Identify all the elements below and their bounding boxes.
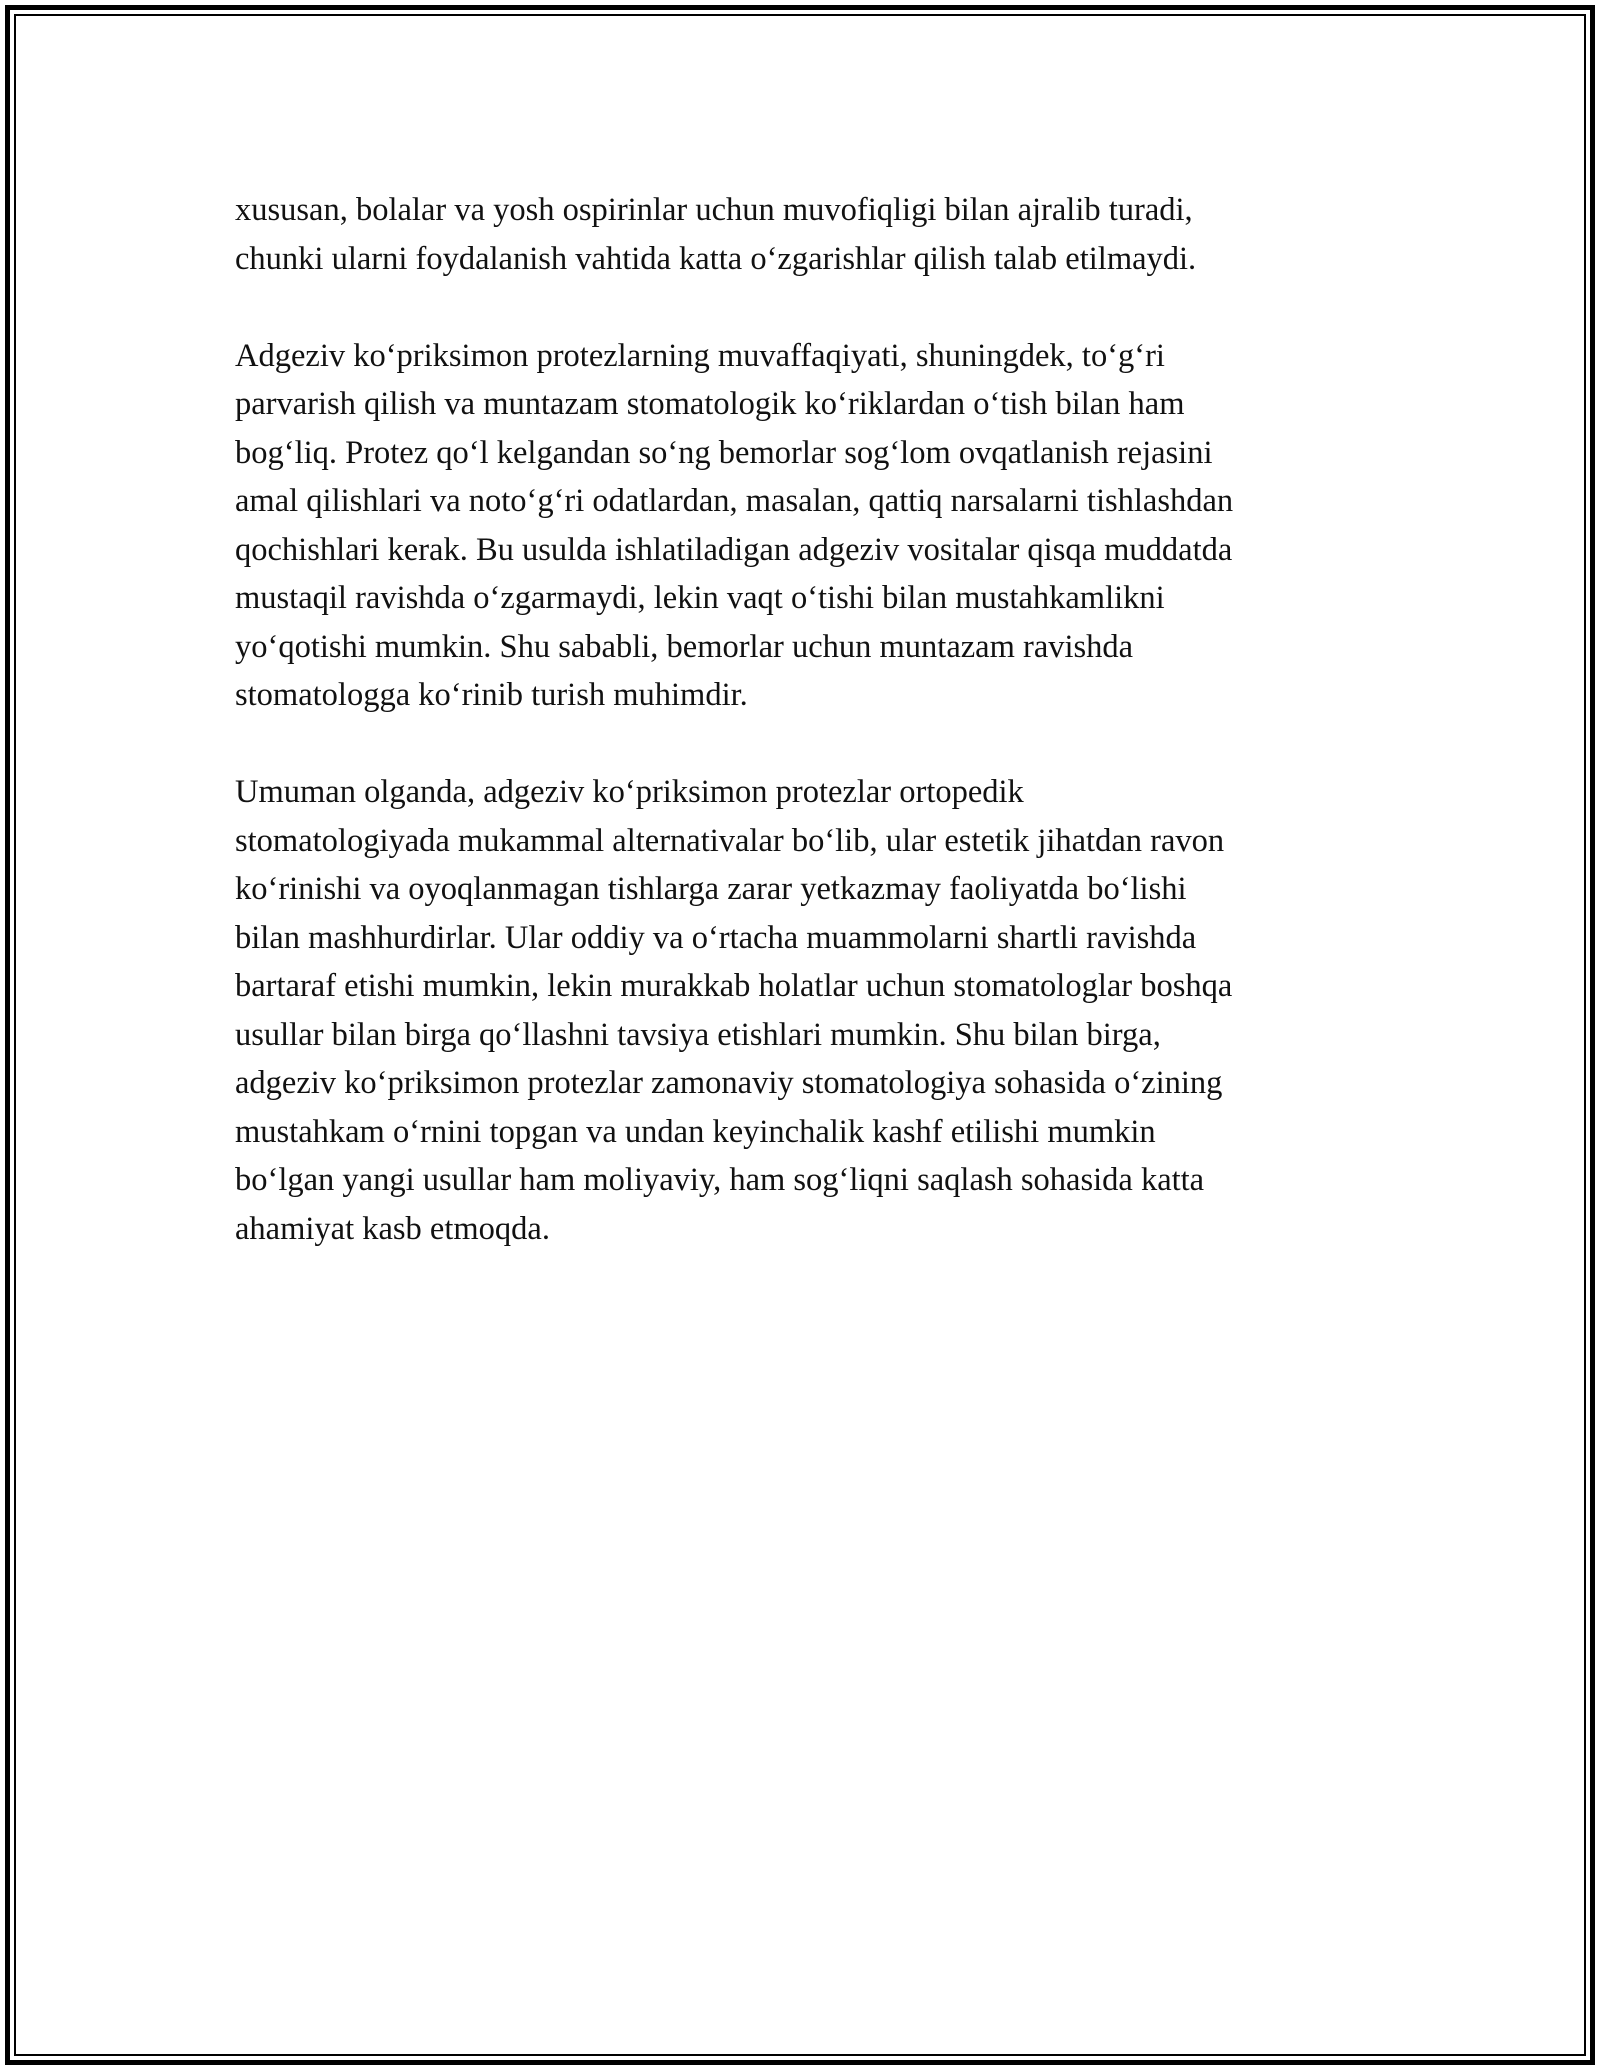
text-line: amal qilishlari va noto‘g‘ri odatlardan, masalan, qattiq narsalarni tishlashdan: [235, 483, 1234, 519]
text-line: ko‘rinishi va oyoqlanmagan tishlarga zarar yetkazmay faoliyatda bo‘lishi: [235, 871, 1187, 907]
text-line: bilan mashhurdirlar. Ular oddiy va o‘rtacha muammolarni shartli ravishda: [235, 919, 1197, 956]
text-line: stomatologga ko‘rinib turish muhimdir.: [235, 677, 748, 713]
text-line: mustahkam o‘rnini topgan va undan keyinchalik kashf etilishi mumkin: [235, 1113, 1156, 1150]
text-line: bog‘liq. Protez qo‘l kelgandan so‘ng bemorlar sog‘lom ovqatlanish rejasini: [235, 434, 1213, 471]
text-line: bartaraf etishi mumkin, lekin murakkab holatlar uchun stomatologlar boshqa: [235, 968, 1233, 1004]
text-line: mustaqil ravishda o‘zgarmaydi, lekin vaqt o‘tishi bilan mustahkamlikni: [235, 580, 1165, 616]
text-line: xususan, bolalar va yosh ospirinlar uchun muvofiqligi bilan ajralib turadi,: [235, 192, 1193, 228]
text-line: adgeziv ko‘priksimon protezlar zamonaviy stomatologiya sohasida o‘zining: [235, 1065, 1223, 1101]
paragraph-2: [235, 332, 1375, 720]
text-line: bo‘lgan yangi usullar ham moliyaviy, ham sog‘liqni saqlash sohasida katta: [235, 1162, 1205, 1198]
text-line: ahamiyat kasb etmoqda.: [235, 1210, 550, 1247]
text-line: parvarish qilish va muntazam stomatologik ko‘riklardan o‘tish bilan ham: [235, 386, 1185, 422]
paragraph-1: [235, 186, 1375, 283]
paragraph-3: [235, 768, 1375, 1253]
document-body: [235, 186, 1375, 1302]
text-line: stomatologiyada mukammal alternativalar bo‘lib, ular estetik jihatdan ravon: [235, 822, 1225, 859]
text-line: Umuman olganda, adgeziv ko‘priksimon protezlar ortopedik: [235, 774, 1024, 810]
text-line: qochishlari kerak. Bu usulda ishlatiladigan adgeziv vositalar qisqa muddatda: [235, 531, 1233, 568]
text-line: yo‘qotishi mumkin. Shu sababli, bemorlar uchun muntazam ravishda: [235, 628, 1134, 665]
text-line: usullar bilan birga qo‘llashni tavsiya etishlari mumkin. Shu bilan birga,: [235, 1016, 1161, 1053]
text-line: Adgeziv ko‘priksimon protezlarning muvaffaqiyati, shuningdek, to‘g‘ri: [235, 337, 1165, 374]
text-line: chunki ularni foydalanish vahtida katta o‘zgarishlar qilish talab etilmaydi.: [235, 240, 1197, 277]
